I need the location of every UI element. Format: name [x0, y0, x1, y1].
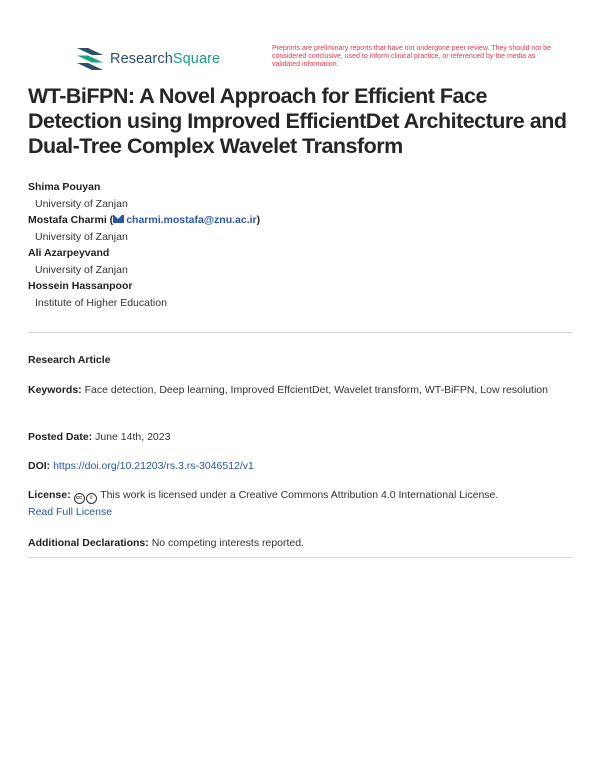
author-item: [28, 246, 580, 279]
author-list: [28, 180, 580, 312]
doi: [28, 458, 568, 474]
author-name: Shima Pouyan: [28, 181, 101, 193]
preprint-notice: Preprints are preliminary reports that have not undergone peer review. They should not be considered conclusive, used to inform clinical practice, or referenced by the media as validated information.: [272, 45, 551, 68]
keywords: [28, 382, 568, 398]
author-item: [28, 279, 580, 312]
author-item: [28, 180, 580, 213]
article-type: Research Article: [28, 354, 111, 366]
author-email-link[interactable]: charmi.mostafa@znu.ac.ir: [126, 214, 257, 226]
author-name: Hossein Hassanpoor: [28, 280, 133, 292]
posted-date: [28, 429, 568, 445]
declarations-value: No competing interests reported.: [151, 537, 305, 549]
attribution-icon: i: [86, 493, 97, 504]
author-affiliation: University of Zanjan: [35, 231, 128, 243]
research-square-logo[interactable]: [77, 48, 220, 70]
additional-declarations: [28, 535, 568, 551]
divider: [28, 332, 573, 333]
keywords-value: Face detection, Deep learning, Improved EffcientDet, Wavelet transform, WT-BiFPN, Low resolution: [84, 384, 548, 396]
doi-link[interactable]: https://doi.org/10.21203/rs.3.rs-3046512/v1: [53, 460, 254, 472]
email-icon: [113, 215, 124, 223]
posted-date-value: June 14th, 2023: [95, 431, 171, 443]
author-item: [28, 213, 580, 246]
license-label: License:: [28, 489, 71, 501]
logo-text: ResearchSquare: [110, 51, 221, 67]
creative-commons-icon: cc: [74, 493, 85, 504]
author-affiliation: Institute of Higher Education: [35, 297, 167, 309]
paper-title: WT-BiFPN: A Novel Approach for Efficient Face Detection using Improved EfficientDet Architecture and Dual-Tree Complex Wavelet Transform: [28, 84, 567, 158]
author-affiliation: University of Zanjan: [35, 198, 128, 210]
doi-label: DOI:: [28, 460, 51, 472]
license: [28, 487, 568, 520]
divider: [28, 557, 573, 558]
author-affiliation: University of Zanjan: [35, 264, 128, 276]
research-square-logo-icon: [77, 48, 103, 70]
posted-date-label: Posted Date:: [28, 431, 93, 443]
license-text: This work is licensed under a Creative Commons Attribution 4.0 International License.: [100, 489, 499, 501]
author-name: Mostafa Charmi ( charmi.mostafa@znu.ac.ir): [28, 214, 261, 226]
declarations-label: Additional Declarations:: [28, 537, 149, 549]
author-name: Ali Azarpeyvand: [28, 247, 110, 259]
keywords-label: Keywords:: [28, 384, 82, 396]
read-full-license-link[interactable]: Read Full License: [28, 506, 113, 518]
